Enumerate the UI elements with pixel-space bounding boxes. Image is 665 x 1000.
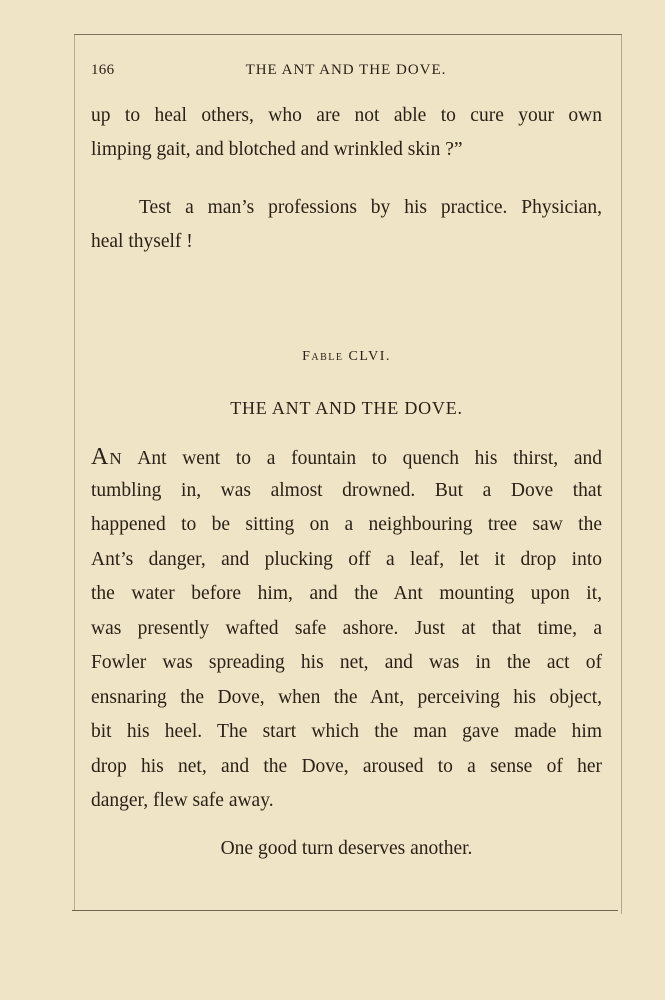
fable-line-11: danger, flew safe away. <box>91 790 274 811</box>
fable-line-1 <box>91 440 602 477</box>
fable-line-3: happened to be sitting on a neighbouring tree saw the <box>91 514 602 535</box>
fable-moral: One good turn deserves another. <box>220 838 473 859</box>
previous-fable-line-2: limping gait, and blotched and wrinkled skin ?” <box>91 139 463 160</box>
fable-line-8: ensnaring the Dove, when the Ant, perceiving his object, <box>91 687 602 708</box>
page-number: 166 <box>91 62 115 78</box>
previous-moral-line-1: Test a man’s professions by his practice. Physician, <box>139 197 602 218</box>
fable-number-label: Fable CLVI. <box>302 349 391 364</box>
drop-cap: An <box>91 444 123 470</box>
top-rule <box>74 34 622 35</box>
fable-line-2: tumbling in, was almost drowned. But a Dove that <box>91 480 602 501</box>
fable-line-9: bit his heel. The start which the man gave made him <box>91 721 602 742</box>
previous-moral-line-2: heal thyself ! <box>91 231 193 252</box>
fable-line-1-text: Ant went to a fountain to quench his thirst, and <box>122 448 602 469</box>
fable-line-5: the water before him, and the Ant mounting upon it, <box>91 583 602 604</box>
right-margin-rule <box>621 34 622 914</box>
previous-fable-line-1: up to heal others, who are not able to cure your own <box>91 105 602 126</box>
fable-line-4: Ant’s danger, and plucking off a leaf, let it drop into <box>91 549 602 570</box>
fable-number <box>91 349 602 365</box>
left-margin-rule <box>74 34 75 911</box>
page-header <box>91 62 601 84</box>
fable-line-7: Fowler was spreading his net, and was in the act of <box>91 652 602 673</box>
fable-title: THE ANT AND THE DOVE. <box>230 398 463 418</box>
fable-line-6: was presently wafted safe ashore. Just at that time, a <box>91 618 602 639</box>
fable-line-10: drop his net, and the Dove, aroused to a sense of her <box>91 756 602 777</box>
running-title: THE ANT AND THE DOVE. <box>245 62 447 78</box>
bottom-rule <box>72 910 618 911</box>
